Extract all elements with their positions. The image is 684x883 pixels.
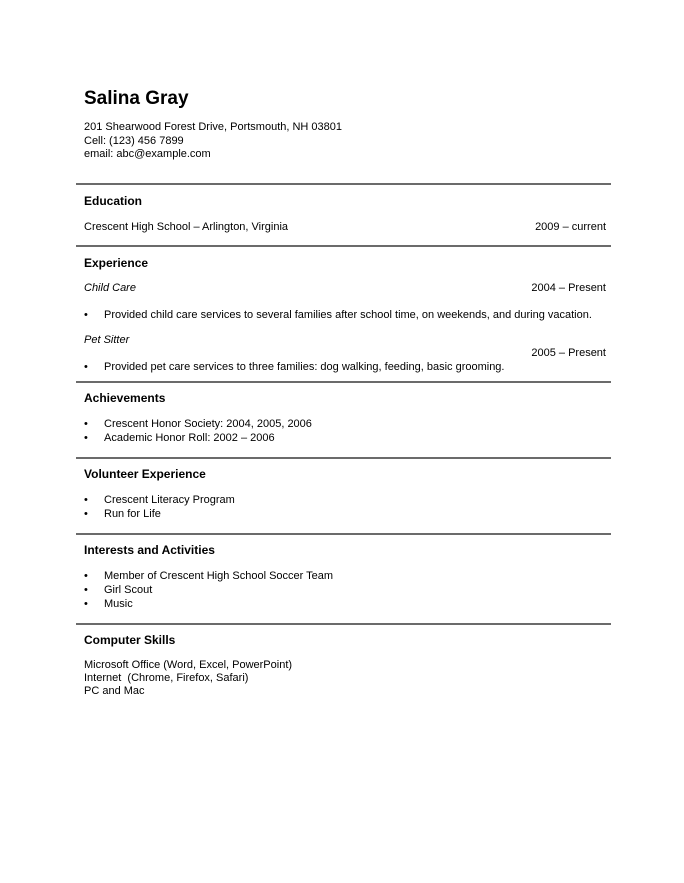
job-title: Pet Sitter	[84, 334, 130, 346]
bullet-icon: •	[84, 418, 88, 430]
list-item	[84, 361, 505, 374]
section-divider	[76, 183, 611, 185]
skills-line: Microsoft Office (Word, Excel, PowerPoint)	[84, 659, 293, 671]
section-divider	[76, 457, 611, 459]
bullet-icon: •	[84, 361, 88, 373]
contact-email: email: abc@example.com	[84, 148, 211, 160]
interests-heading: Interests and Activities	[84, 543, 215, 557]
resume-name: Salina Gray	[84, 88, 189, 109]
bullet-icon: •	[84, 309, 88, 321]
achievements-heading: Achievements	[84, 391, 166, 405]
contact-address: 201 Shearwood Forest Drive, Portsmouth, NH 03801	[84, 121, 343, 133]
volunteer-text: Run for Life	[104, 508, 161, 520]
list-item	[84, 508, 161, 521]
interest-text: Girl Scout	[104, 584, 153, 596]
job-bullet: Provided pet care services to three families: dog walking, feeding, basic grooming.	[104, 361, 505, 373]
interest-text: Member of Crescent High School Soccer Team	[104, 570, 334, 582]
skills-line: PC and Mac	[84, 685, 145, 697]
contact-block	[84, 121, 342, 162]
bullet-icon: •	[84, 598, 88, 610]
bullet-icon: •	[84, 508, 88, 520]
list-item	[84, 570, 333, 583]
education-dates: 2009 – current	[535, 221, 606, 233]
list-item	[84, 584, 152, 597]
education-heading: Education	[84, 194, 143, 208]
achievement-text: Academic Honor Roll: 2002 – 2006	[104, 432, 275, 444]
contact-cell: Cell: (123) 456 7899	[84, 134, 184, 147]
experience-heading: Experience	[84, 256, 149, 270]
list-item	[84, 494, 235, 507]
section-divider	[76, 533, 611, 535]
job-title: Child Care	[84, 282, 136, 294]
volunteer-heading: Volunteer Experience	[84, 467, 206, 481]
list-item	[84, 418, 312, 431]
section-divider	[76, 381, 611, 383]
list-item	[84, 598, 133, 611]
job-dates: 2004 – Present	[531, 282, 606, 294]
bullet-icon: •	[84, 432, 88, 444]
list-item	[84, 309, 592, 322]
achievement-text: Crescent Honor Society: 2004, 2005, 2006	[104, 418, 312, 430]
list-item	[84, 432, 275, 445]
education-school: Crescent High School – Arlington, Virginia	[84, 221, 289, 233]
volunteer-text: Crescent Literacy Program	[104, 494, 235, 506]
job-dates: 2005 – Present	[531, 347, 606, 359]
skills-line: Internet (Chrome, Firefox, Safari)	[84, 672, 249, 684]
bullet-icon: •	[84, 494, 88, 506]
section-divider	[76, 245, 611, 247]
bullet-icon: •	[84, 584, 88, 596]
skills-heading: Computer Skills	[84, 633, 176, 647]
bullet-icon: •	[84, 570, 88, 582]
job-bullet: Provided child care services to several families after school time, on weekends, and during vacation.	[104, 309, 592, 321]
section-divider	[76, 623, 611, 625]
interest-text: Music	[104, 598, 133, 610]
skills-block	[84, 659, 292, 698]
